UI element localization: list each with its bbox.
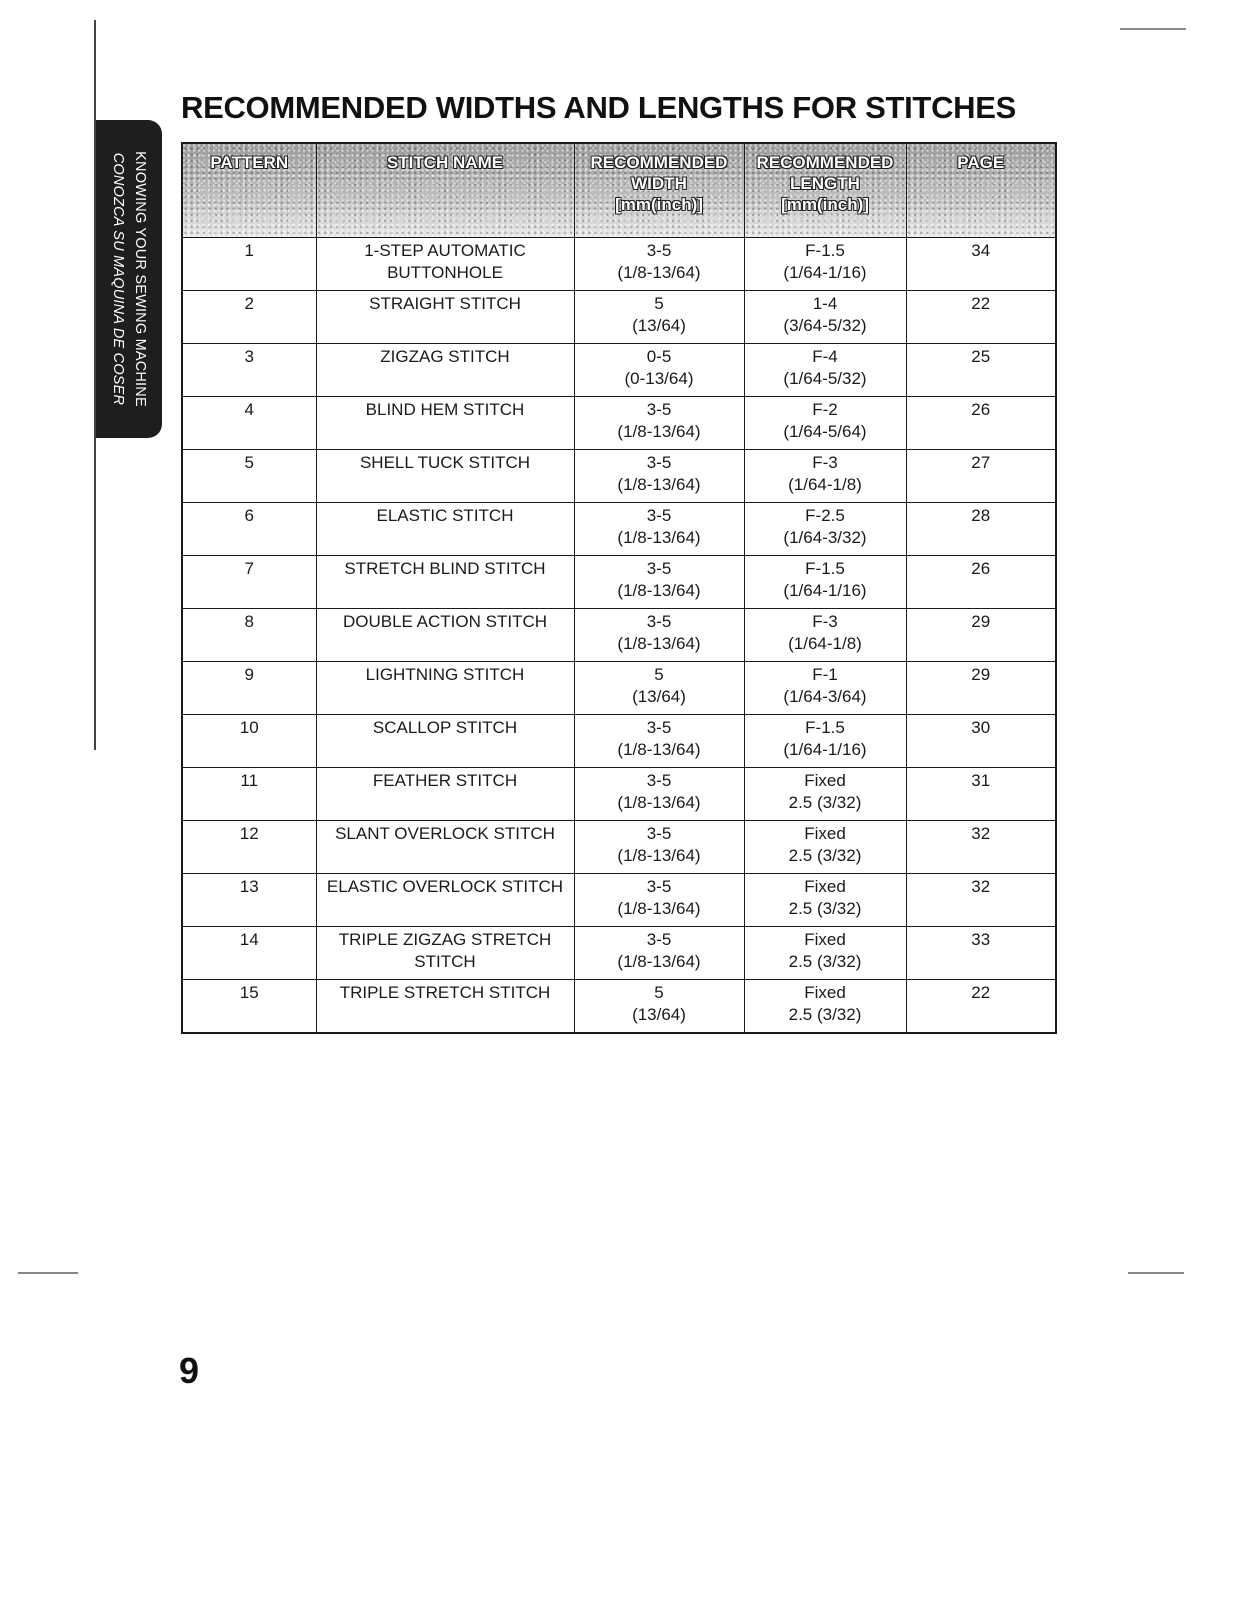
cell-length: 1-4 (3/64-5/32) [744,291,906,344]
table-row [182,927,1056,980]
table-row [182,609,1056,662]
cell-length: F-2.5 (1/64-3/32) [744,503,906,556]
cell-stitch-name: TRIPLE ZIGZAG STRETCH STITCH [316,927,574,980]
table-row [182,344,1056,397]
cell-length: F-2 (1/64-5/64) [744,397,906,450]
scan-speck [18,1272,78,1274]
cell-length: F-1 (1/64-3/64) [744,662,906,715]
cell-stitch-name: STRAIGHT STITCH [316,291,574,344]
cell-width: 3-5 (1/8-13/64) [574,609,744,662]
table-row [182,238,1056,291]
cell-width: 3-5 (1/8-13/64) [574,715,744,768]
cell-pattern: 6 [182,503,316,556]
cell-page: 34 [906,238,1056,291]
cell-page: 22 [906,980,1056,1034]
cell-width: 0-5 (0-13/64) [574,344,744,397]
cell-length: Fixed 2.5 (3/32) [744,874,906,927]
cell-pattern: 15 [182,980,316,1034]
scan-speck [1120,28,1186,30]
cell-stitch-name: ELASTIC OVERLOCK STITCH [316,874,574,927]
cell-pattern: 12 [182,821,316,874]
cell-width: 3-5 (1/8-13/64) [574,874,744,927]
side-tab-text [107,151,151,407]
cell-pattern: 5 [182,450,316,503]
table-header-row [182,143,1056,238]
cell-length: F-3 (1/64-1/8) [744,609,906,662]
cell-stitch-name: TRIPLE STRETCH STITCH [316,980,574,1034]
cell-page: 29 [906,662,1056,715]
cell-pattern: 7 [182,556,316,609]
side-tab-english: KNOWING YOUR SEWING MACHINE [132,151,148,407]
table-row [182,556,1056,609]
cell-stitch-name: SCALLOP STITCH [316,715,574,768]
cell-length: Fixed 2.5 (3/32) [744,980,906,1034]
cell-page: 32 [906,821,1056,874]
table-body [182,238,1056,1034]
cell-length: Fixed 2.5 (3/32) [744,927,906,980]
cell-page: 30 [906,715,1056,768]
table-row [182,715,1056,768]
section-side-tab [96,120,162,438]
header-recommended-width: RECOMMENDED WIDTH [mm(inch)] [574,143,744,238]
cell-length: F-1.5 (1/64-1/16) [744,238,906,291]
cell-width: 3-5 (1/8-13/64) [574,927,744,980]
cell-width: 5 (13/64) [574,291,744,344]
cell-pattern: 10 [182,715,316,768]
table-row [182,821,1056,874]
cell-pattern: 4 [182,397,316,450]
cell-stitch-name: SHELL TUCK STITCH [316,450,574,503]
page-title: RECOMMENDED WIDTHS AND LENGTHS FOR STITCHES [181,90,1016,125]
cell-length: F-4 (1/64-5/32) [744,344,906,397]
cell-pattern: 3 [182,344,316,397]
cell-page: 26 [906,397,1056,450]
cell-width: 3-5 (1/8-13/64) [574,238,744,291]
cell-page: 27 [906,450,1056,503]
cell-page: 33 [906,927,1056,980]
cell-page: 26 [906,556,1056,609]
cell-length: F-3 (1/64-1/8) [744,450,906,503]
cell-stitch-name: STRETCH BLIND STITCH [316,556,574,609]
side-tab-spanish: CONOZCA SU MAQUINA DE COSER [110,152,126,406]
cell-page: 22 [906,291,1056,344]
table-row [182,874,1056,927]
cell-stitch-name: SLANT OVERLOCK STITCH [316,821,574,874]
cell-stitch-name: BLIND HEM STITCH [316,397,574,450]
cell-pattern: 14 [182,927,316,980]
page-number: 9 [179,1350,200,1391]
header-stitch-name: STITCH NAME [316,143,574,238]
cell-length: F-1.5 (1/64-1/16) [744,715,906,768]
cell-pattern: 2 [182,291,316,344]
table-row [182,397,1056,450]
cell-width: 3-5 (1/8-13/64) [574,397,744,450]
cell-width: 3-5 (1/8-13/64) [574,556,744,609]
cell-stitch-name: ZIGZAG STITCH [316,344,574,397]
cell-width: 3-5 (1/8-13/64) [574,503,744,556]
cell-width: 3-5 (1/8-13/64) [574,821,744,874]
stitch-table [181,142,1057,1034]
cell-length: F-1.5 (1/64-1/16) [744,556,906,609]
cell-width: 5 (13/64) [574,662,744,715]
cell-stitch-name: FEATHER STITCH [316,768,574,821]
cell-page: 28 [906,503,1056,556]
scan-speck [1128,1272,1184,1274]
cell-length: Fixed 2.5 (3/32) [744,768,906,821]
cell-pattern: 13 [182,874,316,927]
table-row [182,768,1056,821]
header-recommended-length: RECOMMENDED LENGTH [mm(inch)] [744,143,906,238]
cell-stitch-name: 1-STEP AUTOMATIC BUTTONHOLE [316,238,574,291]
cell-pattern: 1 [182,238,316,291]
cell-page: 32 [906,874,1056,927]
cell-stitch-name: ELASTIC STITCH [316,503,574,556]
header-pattern: PATTERN [182,143,316,238]
table-row [182,503,1056,556]
cell-stitch-name: LIGHTNING STITCH [316,662,574,715]
cell-pattern: 11 [182,768,316,821]
cell-width: 5 (13/64) [574,980,744,1034]
cell-page: 25 [906,344,1056,397]
table-row [182,291,1056,344]
table-row [182,980,1056,1034]
header-page: PAGE [906,143,1056,238]
cell-page: 29 [906,609,1056,662]
cell-pattern: 9 [182,662,316,715]
cell-stitch-name: DOUBLE ACTION STITCH [316,609,574,662]
table-row [182,450,1056,503]
cell-page: 31 [906,768,1056,821]
cell-length: Fixed 2.5 (3/32) [744,821,906,874]
table-row [182,662,1056,715]
cell-pattern: 8 [182,609,316,662]
cell-width: 3-5 (1/8-13/64) [574,450,744,503]
cell-width: 3-5 (1/8-13/64) [574,768,744,821]
